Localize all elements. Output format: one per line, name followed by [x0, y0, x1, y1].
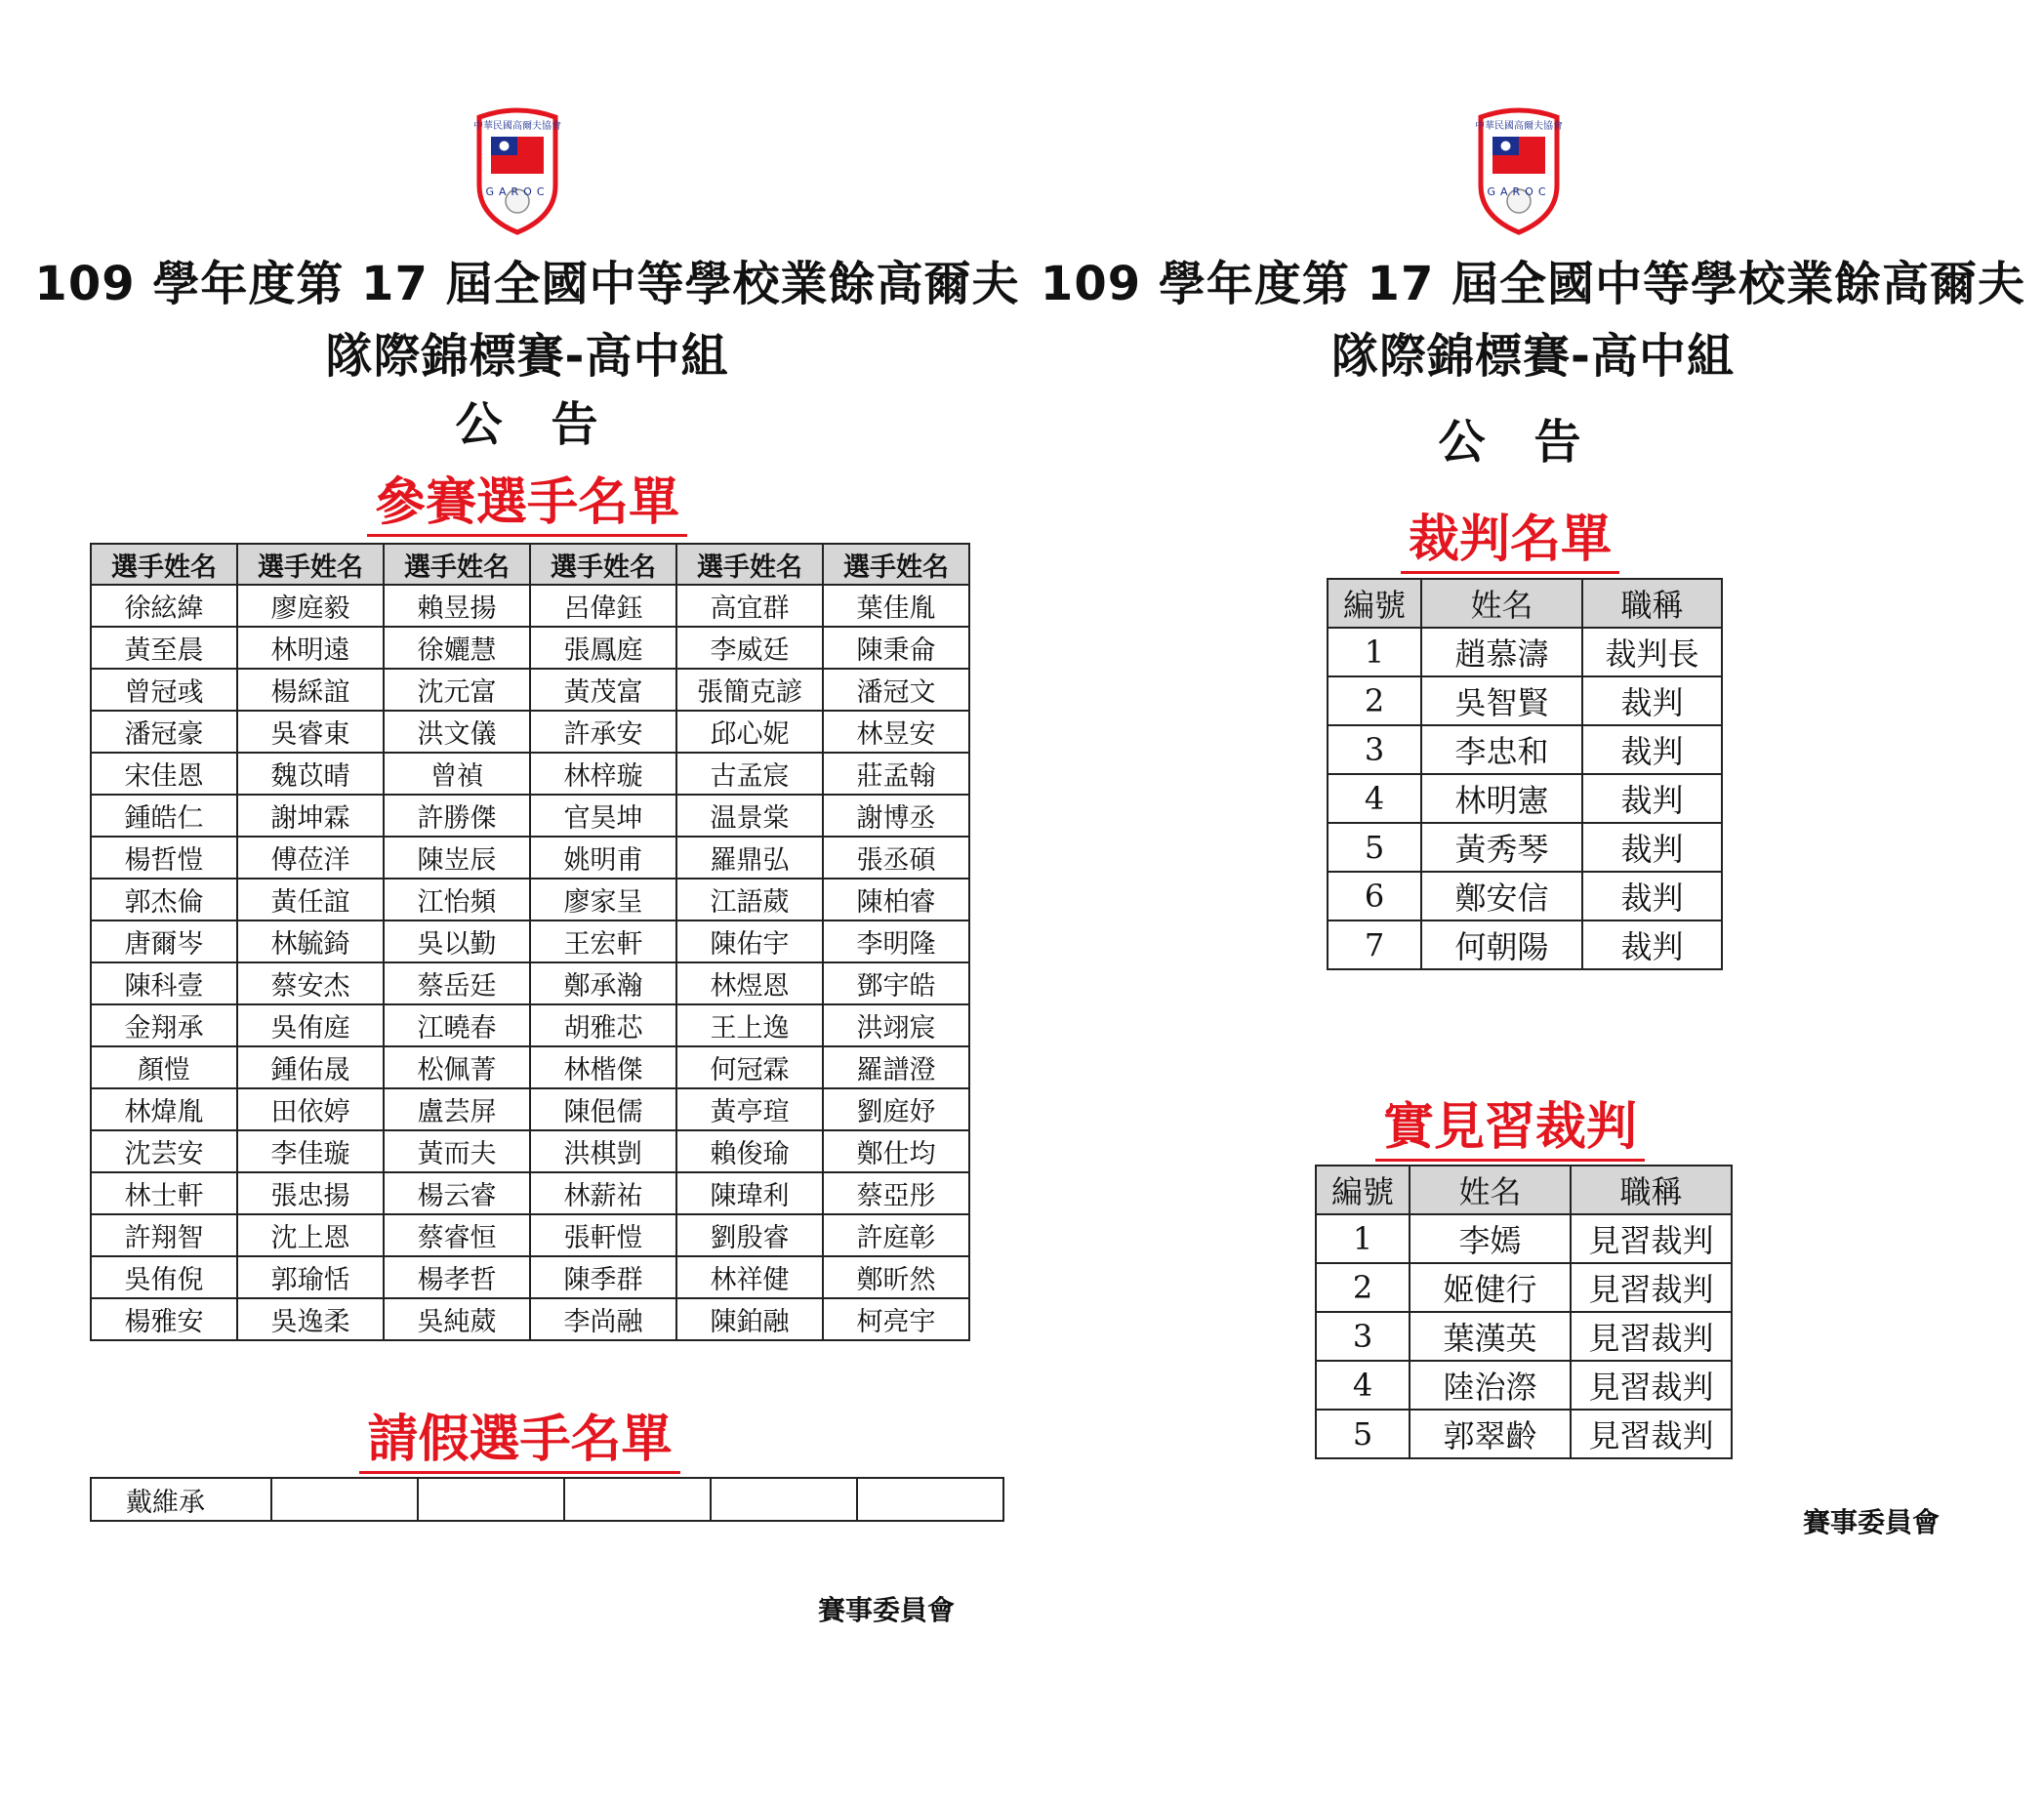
- player-name-cell: 魏苡晴: [237, 753, 384, 795]
- trainees-table-body: [1316, 1214, 1732, 1458]
- player-name-cell: 官昊坤: [530, 795, 676, 837]
- players-header-row: [91, 544, 969, 585]
- player-name-cell: 吳以勤: [384, 920, 530, 962]
- player-name-cell: 林昱安: [823, 711, 969, 753]
- player-name-cell: 曾禎: [384, 753, 530, 795]
- player-name-cell: 沈芸安: [91, 1130, 237, 1172]
- player-name-cell: 賴昱揚: [384, 585, 530, 627]
- players-row: [91, 1130, 969, 1172]
- trainee-col-title: 職稱: [1571, 1166, 1732, 1214]
- player-name-cell: 廖庭毅: [237, 585, 384, 627]
- players-row: [91, 753, 969, 795]
- player-name-cell: 郭杰倫: [91, 879, 237, 920]
- referee-cell: 黃秀琴: [1421, 823, 1582, 872]
- player-name-cell: 劉庭妤: [823, 1088, 969, 1130]
- referee-cell: 5: [1328, 823, 1421, 872]
- title-line2: 隊際錦標賽-高中組: [325, 329, 729, 384]
- referees-table: [1327, 578, 1723, 970]
- player-name-cell: 黃茂富: [530, 669, 676, 711]
- player-name-cell: 金翔承: [91, 1004, 237, 1046]
- referee-row: [1328, 774, 1722, 823]
- player-name-cell: 蔡亞彤: [823, 1172, 969, 1214]
- players-row: [91, 1214, 969, 1256]
- player-name-cell: 徐孋慧: [384, 627, 530, 669]
- player-name-cell: 陳俋儒: [530, 1088, 676, 1130]
- player-name-cell: 顏愷: [91, 1046, 237, 1088]
- players-row: [91, 837, 969, 879]
- title-line1: 109 學年度第 17 屆全國中等學校業餘高爾夫: [1040, 257, 2026, 311]
- ref-col-name: 姓名: [1421, 579, 1582, 628]
- players-row: [91, 920, 969, 962]
- players-row: [91, 669, 969, 711]
- title-line3: 公 告: [1438, 415, 1582, 470]
- trainee-cell: 見習裁判: [1571, 1361, 1732, 1410]
- player-name-cell: 唐爾岑: [91, 920, 237, 962]
- referee-cell: 3: [1328, 725, 1421, 774]
- player-name-cell: 許勝傑: [384, 795, 530, 837]
- players-table: [90, 543, 970, 1341]
- ref-col-title: 職稱: [1582, 579, 1722, 628]
- player-name-cell: 陳季群: [530, 1256, 676, 1298]
- players-row: [91, 1004, 969, 1046]
- player-name-cell: 莊孟翰: [823, 753, 969, 795]
- player-name-cell: 楊孝哲: [384, 1256, 530, 1298]
- player-name-cell: 許承安: [530, 711, 676, 753]
- trainee-cell: 3: [1316, 1312, 1410, 1361]
- player-name-cell: 林楷傑: [530, 1046, 676, 1088]
- player-name-cell: 陳秉侖: [823, 627, 969, 669]
- player-name-cell: 吳純葳: [384, 1298, 530, 1340]
- player-name-cell: 謝博丞: [823, 795, 969, 837]
- trainees-table: [1315, 1165, 1733, 1459]
- player-name-cell: 陳柏睿: [823, 879, 969, 920]
- trainee-row: [1316, 1214, 1732, 1263]
- referee-row: [1328, 725, 1722, 774]
- trainee-cell: 陸治漈: [1410, 1361, 1571, 1410]
- trainee-col-number: 編號: [1316, 1166, 1410, 1214]
- garoc-logo: [1475, 107, 1563, 236]
- leave-cell: [271, 1478, 418, 1521]
- referee-cell: 2: [1328, 676, 1421, 725]
- trainee-cell: 2: [1316, 1263, 1410, 1312]
- players-col-header: 選手姓名: [384, 544, 530, 585]
- player-name-cell: 林祥健: [676, 1256, 823, 1298]
- players-row: [91, 627, 969, 669]
- player-name-cell: 江語葳: [676, 879, 823, 920]
- referee-cell: 4: [1328, 774, 1421, 823]
- player-name-cell: 張軒愷: [530, 1214, 676, 1256]
- player-name-cell: 黃至晨: [91, 627, 237, 669]
- leave-cell: [564, 1478, 711, 1521]
- referees-heading: [1022, 498, 1998, 571]
- player-name-cell: 陳佑宇: [676, 920, 823, 962]
- player-name-cell: 楊云睿: [384, 1172, 530, 1214]
- player-name-cell: 李佳璇: [237, 1130, 384, 1172]
- players-col-header: 選手姓名: [823, 544, 969, 585]
- player-name-cell: 陳岦辰: [384, 837, 530, 879]
- player-name-cell: 林煜恩: [676, 962, 823, 1004]
- trainees-heading-text: 實見習裁判: [1375, 1098, 1645, 1162]
- player-name-cell: 張忠揚: [237, 1172, 384, 1214]
- referee-cell: 林明憲: [1421, 774, 1582, 823]
- trainee-cell: 1: [1316, 1214, 1410, 1263]
- player-name-cell: 曾冠彧: [91, 669, 237, 711]
- player-name-cell: 洪翊宸: [823, 1004, 969, 1046]
- leave-table: [90, 1477, 1004, 1522]
- player-name-cell: 鍾佑晟: [237, 1046, 384, 1088]
- player-name-cell: 楊綵誼: [237, 669, 384, 711]
- players-row: [91, 585, 969, 627]
- referee-cell: 裁判: [1582, 872, 1722, 920]
- seal-text: 中華民國高爾夫協會: [1475, 121, 1563, 132]
- player-name-cell: 胡雅芯: [530, 1004, 676, 1046]
- trainee-row: [1316, 1410, 1732, 1458]
- trainee-cell: 郭翠齡: [1410, 1410, 1571, 1458]
- leave-heading-text: 請假選手名單: [359, 1411, 679, 1474]
- player-name-cell: 陳鉑融: [676, 1298, 823, 1340]
- garoc-logo: [473, 107, 561, 236]
- players-col-header: 選手姓名: [530, 544, 676, 585]
- referee-cell: 裁判: [1582, 725, 1722, 774]
- player-name-cell: 松佩菁: [384, 1046, 530, 1088]
- player-name-cell: 黃亭瑄: [676, 1088, 823, 1130]
- player-name-cell: 蔡岳廷: [384, 962, 530, 1004]
- trainee-row: [1316, 1312, 1732, 1361]
- leave-cell: 戴維承: [91, 1478, 271, 1521]
- referee-cell: 1: [1328, 628, 1421, 676]
- players-row: [91, 1088, 969, 1130]
- players-row: [91, 962, 969, 1004]
- players-col-header: 選手姓名: [676, 544, 823, 585]
- player-name-cell: 沈元富: [384, 669, 530, 711]
- leave-row: [91, 1478, 1003, 1521]
- player-name-cell: 黃而夫: [384, 1130, 530, 1172]
- players-row: [91, 795, 969, 837]
- referee-row: [1328, 676, 1722, 725]
- player-name-cell: 劉殷睿: [676, 1214, 823, 1256]
- player-name-cell: 高宜群: [676, 585, 823, 627]
- committee-signature: 賽事委員會: [1803, 1506, 1941, 1538]
- players-col-header: 選手姓名: [91, 544, 237, 585]
- right-announcement: [1022, 0, 2044, 1800]
- player-name-cell: 何冠霖: [676, 1046, 823, 1088]
- player-name-cell: 古孟宸: [676, 753, 823, 795]
- players-heading-text: 參賽選手名單: [367, 473, 687, 537]
- player-name-cell: 謝坤霖: [237, 795, 384, 837]
- trainees-header-row: [1316, 1166, 1732, 1214]
- trainee-cell: 見習裁判: [1571, 1263, 1732, 1312]
- player-name-cell: 姚明甫: [530, 837, 676, 879]
- referee-cell: 裁判: [1582, 774, 1722, 823]
- player-name-cell: 沈上恩: [237, 1214, 384, 1256]
- trainee-cell: 姬健行: [1410, 1263, 1571, 1312]
- trainee-cell: 見習裁判: [1571, 1214, 1732, 1263]
- referees-table-body: [1328, 628, 1722, 969]
- title-line3: 公 告: [455, 397, 599, 452]
- player-name-cell: 許庭彰: [823, 1214, 969, 1256]
- player-name-cell: 鄧宇皓: [823, 962, 969, 1004]
- player-name-cell: 宋佳恩: [91, 753, 237, 795]
- trainee-cell: 4: [1316, 1361, 1410, 1410]
- player-name-cell: 林明遠: [237, 627, 384, 669]
- trainee-cell: 見習裁判: [1571, 1410, 1732, 1458]
- player-name-cell: 田依婷: [237, 1088, 384, 1130]
- garoc-shield-icon: [473, 107, 561, 236]
- title-line2: 隊際錦標賽-高中組: [1331, 329, 1735, 384]
- referee-cell: 7: [1328, 920, 1421, 969]
- trainee-col-name: 姓名: [1410, 1166, 1571, 1214]
- trainee-cell: 葉漢英: [1410, 1312, 1571, 1361]
- player-name-cell: 柯亮宇: [823, 1298, 969, 1340]
- trainee-cell: 5: [1316, 1410, 1410, 1458]
- player-name-cell: 鄭昕然: [823, 1256, 969, 1298]
- referee-cell: 李忠和: [1421, 725, 1582, 774]
- players-heading: [0, 461, 1054, 534]
- player-name-cell: 鍾皓仁: [91, 795, 237, 837]
- referee-cell: 裁判: [1582, 823, 1722, 872]
- player-name-cell: 張丞碩: [823, 837, 969, 879]
- ref-col-number: 編號: [1328, 579, 1421, 628]
- player-name-cell: 黃任誼: [237, 879, 384, 920]
- seal-text: 中華民國高爾夫協會: [473, 121, 561, 132]
- player-name-cell: 王上逸: [676, 1004, 823, 1046]
- referee-cell: 吳智賢: [1421, 676, 1582, 725]
- referees-heading-text: 裁判名單: [1401, 511, 1619, 574]
- players-row: [91, 711, 969, 753]
- player-name-cell: 張簡克諺: [676, 669, 823, 711]
- players-row: [91, 1172, 969, 1214]
- player-name-cell: 温景棠: [676, 795, 823, 837]
- players-row: [91, 879, 969, 920]
- player-name-cell: 吳侑庭: [237, 1004, 384, 1046]
- committee-signature: 賽事委員會: [818, 1594, 956, 1626]
- players-row: [91, 1046, 969, 1088]
- player-name-cell: 盧芸屏: [384, 1088, 530, 1130]
- title-line1: 109 學年度第 17 屆全國中等學校業餘高爾夫: [34, 257, 1020, 311]
- player-name-cell: 楊雅安: [91, 1298, 237, 1340]
- player-name-cell: 蔡睿恒: [384, 1214, 530, 1256]
- leave-cell: [418, 1478, 564, 1521]
- player-name-cell: 郭瑜恬: [237, 1256, 384, 1298]
- player-name-cell: 廖家呈: [530, 879, 676, 920]
- player-name-cell: 陳瑋利: [676, 1172, 823, 1214]
- trainee-cell: 李嫣: [1410, 1214, 1571, 1263]
- player-name-cell: 邱心妮: [676, 711, 823, 753]
- player-name-cell: 江曉春: [384, 1004, 530, 1046]
- players-table-body: [91, 585, 969, 1340]
- referee-row: [1328, 628, 1722, 676]
- trainee-row: [1316, 1263, 1732, 1312]
- referee-cell: 裁判: [1582, 676, 1722, 725]
- referee-row: [1328, 872, 1722, 920]
- player-name-cell: 林士軒: [91, 1172, 237, 1214]
- player-name-cell: 李明隆: [823, 920, 969, 962]
- referee-cell: 鄭安信: [1421, 872, 1582, 920]
- player-name-cell: 吳侑倪: [91, 1256, 237, 1298]
- referee-cell: 裁判: [1582, 920, 1722, 969]
- trainee-row: [1316, 1361, 1732, 1410]
- player-name-cell: 鄭仕均: [823, 1130, 969, 1172]
- player-name-cell: 王宏軒: [530, 920, 676, 962]
- referees-header-row: [1328, 579, 1722, 628]
- seal-letters: GAROC: [1487, 185, 1551, 198]
- trainee-cell: 見習裁判: [1571, 1312, 1732, 1361]
- player-name-cell: 潘冠豪: [91, 711, 237, 753]
- player-name-cell: 李尚融: [530, 1298, 676, 1340]
- player-name-cell: 賴俊瑜: [676, 1130, 823, 1172]
- referee-row: [1328, 823, 1722, 872]
- player-name-cell: 李威廷: [676, 627, 823, 669]
- player-name-cell: 楊哲愷: [91, 837, 237, 879]
- player-name-cell: 潘冠文: [823, 669, 969, 711]
- player-name-cell: 傅莅洋: [237, 837, 384, 879]
- referee-cell: 何朝陽: [1421, 920, 1582, 969]
- players-col-header: 選手姓名: [237, 544, 384, 585]
- player-name-cell: 江怡頻: [384, 879, 530, 920]
- player-name-cell: 洪文儀: [384, 711, 530, 753]
- player-name-cell: 蔡安杰: [237, 962, 384, 1004]
- player-name-cell: 張鳳庭: [530, 627, 676, 669]
- player-name-cell: 許翔智: [91, 1214, 237, 1256]
- referee-cell: 趙慕濤: [1421, 628, 1582, 676]
- seal-letters: GAROC: [485, 185, 550, 198]
- player-name-cell: 葉佳胤: [823, 585, 969, 627]
- leave-cell: [711, 1478, 857, 1521]
- referee-cell: 裁判長: [1582, 628, 1722, 676]
- leave-heading: [0, 1398, 1040, 1471]
- player-name-cell: 呂偉鈺: [530, 585, 676, 627]
- player-name-cell: 羅譜澄: [823, 1046, 969, 1088]
- player-name-cell: 羅鼎弘: [676, 837, 823, 879]
- player-name-cell: 陳科壹: [91, 962, 237, 1004]
- leave-cell: [857, 1478, 1003, 1521]
- player-name-cell: 洪棋剴: [530, 1130, 676, 1172]
- player-name-cell: 鄭承瀚: [530, 962, 676, 1004]
- player-name-cell: 徐絃緯: [91, 585, 237, 627]
- player-name-cell: 林毓錡: [237, 920, 384, 962]
- player-name-cell: 林梓璇: [530, 753, 676, 795]
- players-row: [91, 1256, 969, 1298]
- player-name-cell: 吳逸柔: [237, 1298, 384, 1340]
- trainees-heading: [1022, 1085, 1998, 1159]
- players-row: [91, 1298, 969, 1340]
- garoc-shield-icon: [1475, 107, 1563, 236]
- referee-cell: 6: [1328, 872, 1421, 920]
- referee-row: [1328, 920, 1722, 969]
- player-name-cell: 林薪祐: [530, 1172, 676, 1214]
- player-name-cell: 吳睿東: [237, 711, 384, 753]
- player-name-cell: 林煒胤: [91, 1088, 237, 1130]
